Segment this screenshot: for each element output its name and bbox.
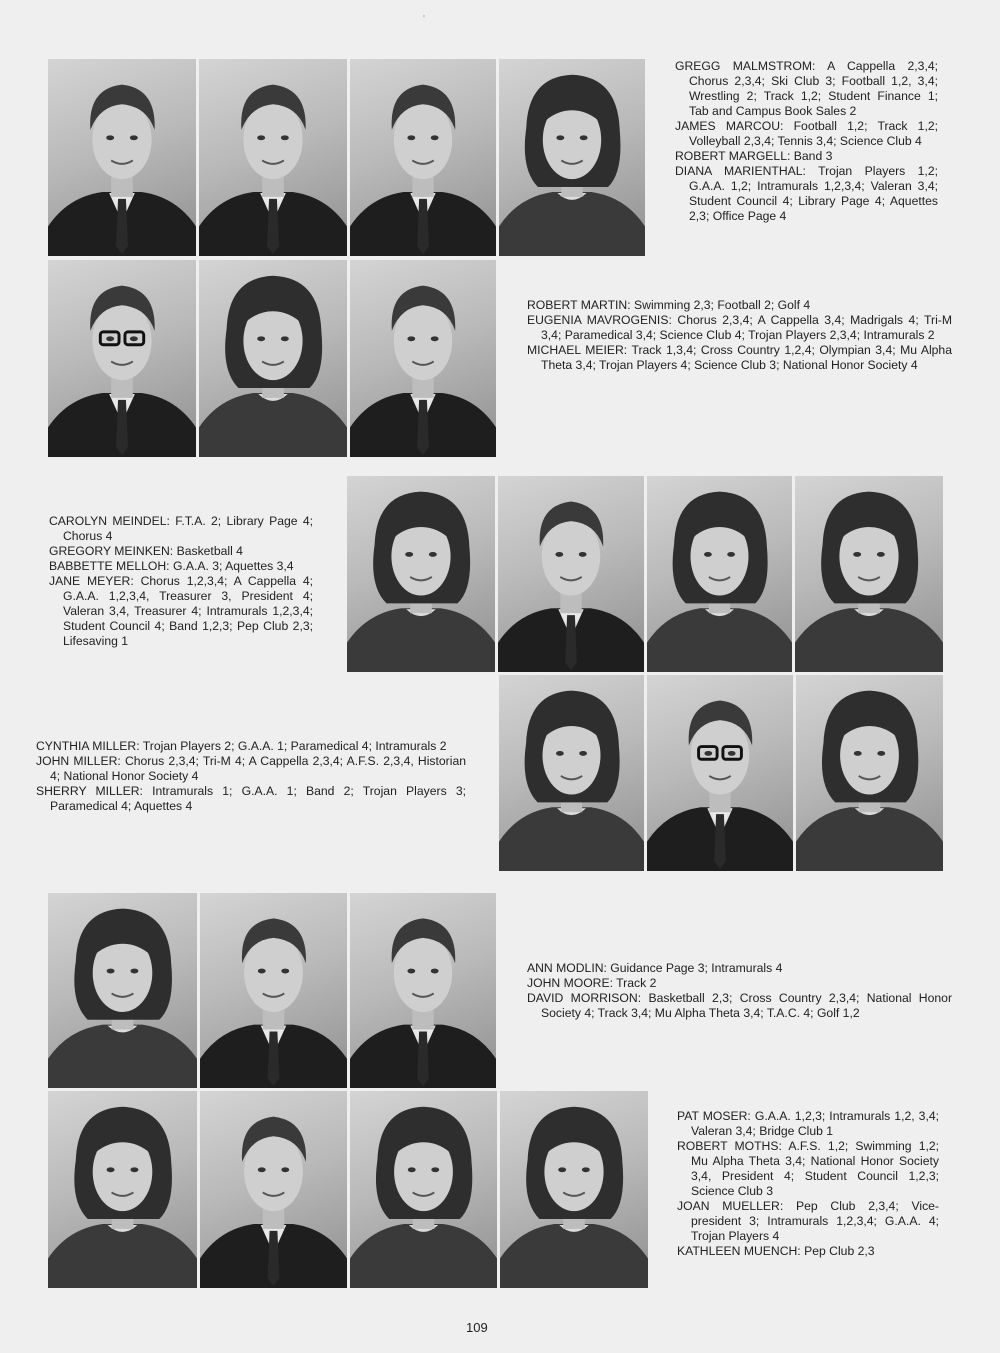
eye-shape	[408, 1167, 416, 1172]
eye-shape	[555, 552, 563, 557]
portrait-image	[200, 893, 347, 1088]
student-activities: Swimming 2,3; Football 2; Golf 4	[634, 298, 811, 312]
student-name: ANN MODLIN:	[527, 961, 607, 975]
student-activities: Intramurals 1; G.A.A. 1; Band 2; Trojan Players 3; Paramedical 4; Aquettes 4	[50, 784, 466, 813]
portrait-photo	[48, 893, 197, 1088]
portrait-image	[48, 893, 197, 1088]
portrait-image	[647, 675, 793, 871]
portrait-image	[499, 675, 644, 871]
eye-shape	[429, 552, 437, 557]
student-activities: A Cappella 2,3,4; Chorus 2,3,4; Ski Club 3; Football 1,2, 3,4; Wrestling 2; Track 1,2; Student Finance 1; Tab and Campus Book Sales 2	[689, 59, 938, 118]
student-name: PAT MOSER:	[677, 1109, 751, 1123]
student-entry	[49, 559, 313, 574]
eye-shape	[405, 552, 413, 557]
student-entry	[677, 1199, 939, 1244]
portrait-photo	[347, 476, 495, 672]
eye-shape	[431, 969, 439, 974]
necktie-shape	[116, 199, 128, 254]
student-name: GREGG MALMSTROM:	[675, 59, 816, 73]
student-activities: Chorus 1,2,3,4; A Cappella 4; G.A.A. 1,2,3,4, Treasurer 3, President 4; Valeran 3,4, Treasurer 4; Intramurals 1,2,3,4; Student Council 4; Band 1,2,3; Pep Club 2,3; Lifesaving 1	[63, 574, 313, 648]
eye-shape	[877, 751, 885, 756]
student-name: SHERRY MILLER:	[36, 784, 143, 798]
eye-shape	[130, 969, 138, 974]
student-name: JANE MEYER:	[49, 574, 134, 588]
necktie-shape	[417, 1031, 429, 1086]
eye-shape	[704, 552, 712, 557]
portrait-photo	[199, 260, 347, 457]
student-name: MICHAEL MEIER:	[527, 343, 628, 357]
portrait-photo	[350, 260, 496, 457]
necktie-shape	[417, 400, 429, 455]
student-entry	[675, 119, 938, 149]
student-name: CYNTHIA MILLER:	[36, 739, 140, 753]
student-activities: G.A.A. 1,2,3; Intramurals 1,2, 3,4; Valeran 3,4; Bridge Club 1	[691, 1109, 940, 1138]
page-number: 109	[466, 1320, 488, 1335]
portrait-image	[48, 59, 196, 256]
student-name: ROBERT MARGELL:	[675, 149, 791, 163]
clothing-shape	[350, 1224, 497, 1288]
eye-shape	[407, 135, 415, 140]
clothing-shape	[48, 1224, 197, 1288]
student-activities: Trojan Players 2; G.A.A. 1; Paramedical 4; Intramurals 2	[142, 739, 447, 753]
student-activities: Trojan Players 1,2; G.A.A. 1,2; Intramurals 1,2,3,4; Valeran 3,4; Student Council 4; Library Page 4; Aquettes 2,3; Office Page 4	[689, 164, 938, 223]
student-activities: Pep Club 2,3,4; Vice-president 3; Intramurals 1,2,3,4; G.A.A. 4; Trojan Players 4	[691, 1199, 939, 1243]
student-name: CAROLYN MEINDEL:	[49, 514, 170, 528]
necktie-shape	[417, 199, 429, 254]
portrait-photo	[350, 1091, 497, 1288]
portrait-photo	[199, 59, 347, 256]
eye-shape	[281, 135, 289, 140]
student-entry	[527, 991, 952, 1021]
eye-shape	[728, 751, 736, 756]
student-entry	[49, 574, 313, 649]
eye-shape	[258, 1167, 266, 1172]
student-entry	[527, 961, 952, 976]
student-entry	[36, 784, 466, 814]
portrait-photo	[500, 1091, 648, 1288]
eye-shape	[407, 969, 415, 974]
student-entry	[527, 298, 952, 313]
student-entry	[677, 1244, 939, 1259]
student-entry	[677, 1109, 939, 1139]
necktie-shape	[268, 1231, 280, 1286]
portrait-photo	[200, 1091, 347, 1288]
portrait-image	[647, 476, 792, 672]
student-entry	[527, 343, 952, 373]
caption-block	[677, 1109, 939, 1259]
clothing-shape	[500, 1224, 648, 1288]
eye-shape	[257, 336, 265, 341]
student-name: DIANA MARIENTHAL:	[675, 164, 806, 178]
eye-shape	[556, 135, 564, 140]
student-activities: Pep Club 2,3	[804, 1244, 875, 1258]
caption-block	[527, 298, 952, 373]
student-entry	[49, 544, 313, 559]
student-activities: Chorus 2,3,4; Tri-M 4; A Cappella 2,3,4; A.F.S. 2,3,4, Historian 4; National Honor Society 4	[50, 754, 467, 783]
student-entry	[675, 59, 938, 119]
clothing-shape	[347, 608, 495, 672]
portrait-photo	[647, 675, 793, 871]
student-name: EUGENIA MAVROGENIS:	[527, 313, 672, 327]
eye-shape	[130, 1167, 138, 1172]
portrait-image	[350, 260, 496, 457]
portrait-image	[498, 476, 644, 672]
portrait-image	[200, 1091, 347, 1288]
portrait-photo	[350, 59, 496, 256]
clothing-shape	[499, 192, 645, 256]
student-entry	[527, 976, 952, 991]
necktie-shape	[116, 400, 128, 455]
portrait-photo	[48, 1091, 197, 1288]
student-activities: Track 2	[616, 976, 657, 990]
eye-shape	[130, 135, 138, 140]
eye-shape	[727, 552, 735, 557]
student-name: DAVID MORRISON:	[527, 991, 642, 1005]
necktie-shape	[267, 199, 279, 254]
eye-shape	[431, 135, 439, 140]
portrait-photo	[796, 675, 943, 871]
eye-shape	[580, 135, 588, 140]
student-name: GREGORY MEINKEN:	[49, 544, 174, 558]
portrait-image	[795, 476, 943, 672]
portrait-image	[350, 893, 496, 1088]
eye-shape	[877, 552, 885, 557]
eye-shape	[281, 336, 289, 341]
student-entry	[527, 313, 952, 343]
eye-shape	[106, 336, 114, 341]
student-name: JAMES MARCOU:	[675, 119, 784, 133]
student-name: BABBETTE MELLOH:	[49, 559, 170, 573]
eye-shape	[431, 1167, 439, 1172]
caption-block	[675, 59, 938, 224]
student-name: ROBERT MARTIN:	[527, 298, 631, 312]
student-activities: Basketball 4	[176, 544, 243, 558]
eye-shape	[407, 336, 415, 341]
eye-shape	[853, 552, 861, 557]
portrait-photo	[48, 260, 196, 457]
student-entry	[675, 164, 938, 224]
paper-mark: '	[423, 14, 425, 25]
student-name: JOAN MUELLER:	[677, 1199, 784, 1213]
eye-shape	[556, 751, 564, 756]
student-activities: Track 1,3,4; Cross Country 1,2,4; Olympian 3,4; Mu Alpha Theta 3,4; Trojan Players 4; Science Club 3; National Honor Society 4	[541, 343, 952, 372]
portrait-photo	[499, 675, 644, 871]
student-activities: F.T.A. 2; Library Page 4; Chorus 4	[63, 514, 314, 543]
portrait-image	[48, 260, 196, 457]
eye-shape	[106, 135, 114, 140]
eye-shape	[579, 552, 587, 557]
eye-shape	[854, 751, 862, 756]
student-entry	[36, 754, 466, 784]
portrait-photo	[48, 59, 196, 256]
clothing-shape	[796, 807, 943, 871]
portrait-image	[350, 1091, 497, 1288]
portrait-image	[796, 675, 943, 871]
student-activities: A.F.S. 1,2; Swimming 1,2; Mu Alpha Theta 3,4; National Honor Society 3,4, President 4; Student Council 1,2,3; Science Club 3	[691, 1139, 940, 1198]
student-name: KATHLEEN MUENCH:	[677, 1244, 801, 1258]
portrait-photo	[647, 476, 792, 672]
eye-shape	[281, 969, 289, 974]
student-activities: Band 3	[793, 149, 833, 163]
eye-shape	[258, 969, 266, 974]
portrait-photo	[200, 893, 347, 1088]
student-activities: Guidance Page 3; Intramurals 4	[610, 961, 783, 975]
portrait-image	[199, 260, 347, 457]
student-activities: G.A.A. 3; Aquettes 3,4	[172, 559, 294, 573]
clothing-shape	[48, 1025, 197, 1088]
student-entry	[36, 739, 466, 754]
student-activities: Football 1,2; Track 1,2; Volleyball 2,3,4; Tennis 3,4; Science Club 4	[689, 119, 938, 148]
necktie-shape	[714, 814, 726, 869]
clothing-shape	[647, 608, 792, 672]
student-entry	[49, 514, 313, 544]
student-name: JOHN MOORE:	[527, 976, 613, 990]
clothing-shape	[795, 608, 943, 672]
portrait-photo	[350, 893, 496, 1088]
student-entry	[677, 1139, 939, 1199]
eye-shape	[431, 336, 439, 341]
portrait-image	[500, 1091, 648, 1288]
portrait-photo	[499, 59, 645, 256]
student-activities: Basketball 2,3; Cross Country 2,3,4; National Honor Society 4; Track 3,4; Mu Alpha Theta 3,4; T.A.C. 4; Golf 1,2	[541, 991, 952, 1020]
student-name: JOHN MILLER:	[36, 754, 121, 768]
student-entry	[675, 149, 938, 164]
eye-shape	[582, 1167, 590, 1172]
portrait-image	[347, 476, 495, 672]
portrait-image	[499, 59, 645, 256]
caption-block	[49, 514, 313, 649]
portrait-image	[48, 1091, 197, 1288]
caption-block	[36, 739, 466, 814]
portrait-image	[199, 59, 347, 256]
portrait-image	[350, 59, 496, 256]
student-activities: Chorus 2,3,4; A Cappella 3,4; Madrigals 4; Tri-M 3,4; Paramedical 3,4; Science Club 4; Trojan Players 2,3,4; Intramurals 2	[541, 313, 953, 342]
eye-shape	[704, 751, 712, 756]
student-name: ROBERT MOTHS:	[677, 1139, 782, 1153]
clothing-shape	[199, 393, 347, 457]
caption-block	[527, 961, 952, 1021]
eye-shape	[257, 135, 265, 140]
eye-shape	[107, 969, 115, 974]
necktie-shape	[268, 1031, 280, 1086]
portrait-photo	[498, 476, 644, 672]
eye-shape	[579, 751, 587, 756]
necktie-shape	[565, 615, 577, 670]
clothing-shape	[499, 807, 644, 871]
eye-shape	[107, 1167, 115, 1172]
eye-shape	[281, 1167, 289, 1172]
eye-shape	[558, 1167, 566, 1172]
portrait-photo	[795, 476, 943, 672]
eye-shape	[130, 336, 138, 341]
